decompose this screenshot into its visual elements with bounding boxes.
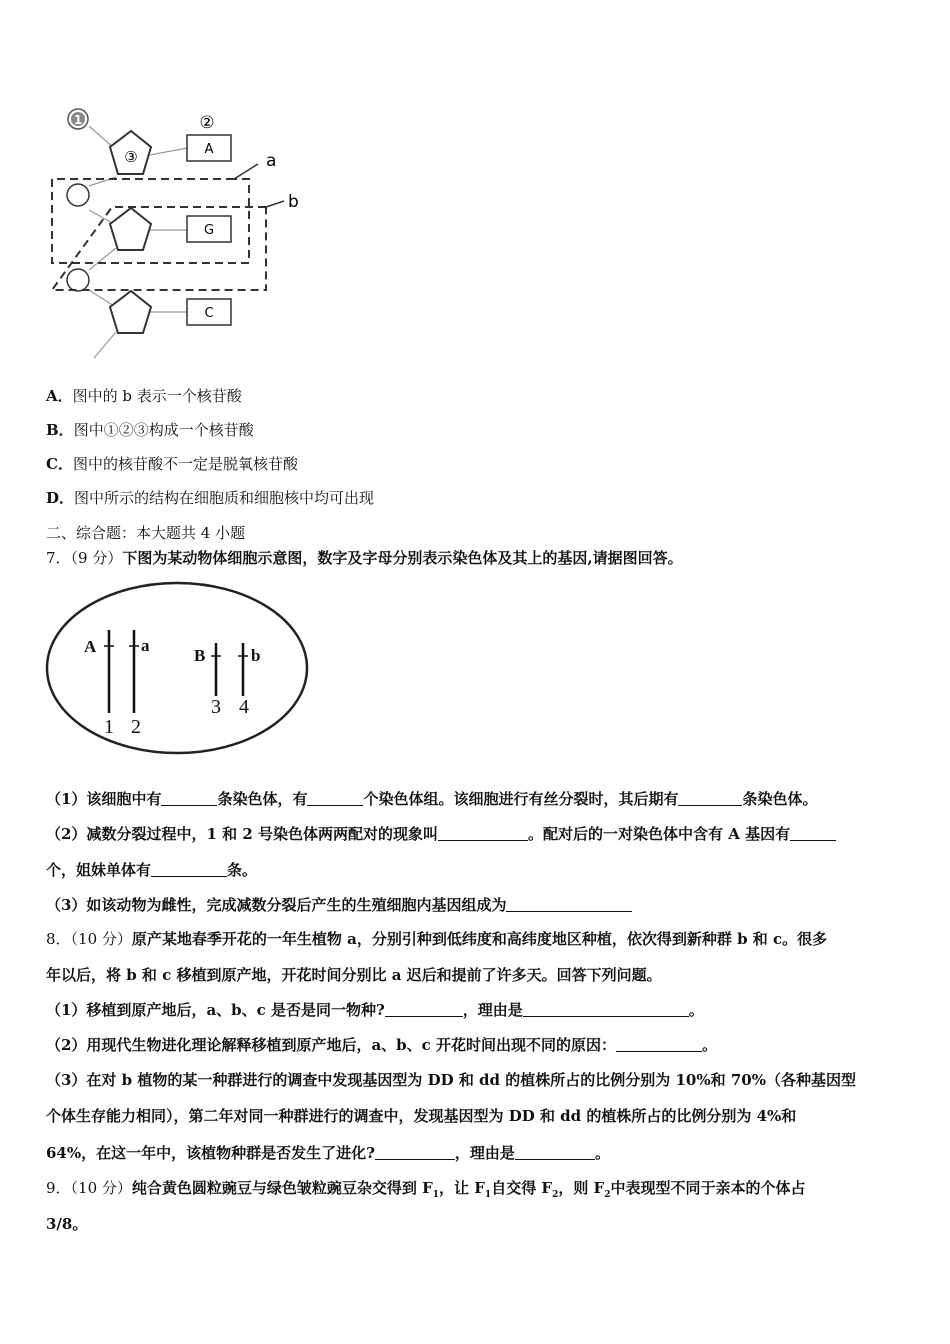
cell-chromosome-figure	[44, 578, 314, 758]
chromosome-number-4: 4	[239, 696, 249, 718]
answer-blank[interactable]	[438, 825, 528, 841]
q7-part-1: （1）该细胞中有 条染色体，有 个染色体组。该细胞进行有丝分裂时，其后期有 条染色体。	[46, 790, 818, 808]
answer-blank[interactable]	[678, 790, 742, 806]
q8-part-1: （1）移植到原产地后，a、b、c 是否是同一物种? ，理由是 。	[46, 1001, 704, 1019]
circled-label-2: ②	[199, 113, 215, 133]
gene-label-A: A	[84, 637, 97, 656]
option-c: C．图中的核苷酸不一定是脱氧核苷酸	[46, 455, 298, 473]
gene-label-b: b	[251, 646, 261, 665]
pentose-sugar-2	[110, 208, 151, 250]
question-7-stem: 7．（9 分）下图为某动物体细胞示意图，数字及字母分别表示染色体及其上的基因,请据图回答。	[46, 549, 683, 567]
answer-blank[interactable]	[523, 1001, 689, 1017]
answer-blank[interactable]	[375, 1144, 455, 1160]
option-b: B．图中①②③构成一个核苷酸	[46, 421, 254, 439]
q7-part-3: （3）如该动物为雌性，完成减数分裂后产生的生殖细胞内基因组成为	[46, 895, 632, 915]
phosphate-circle-2	[67, 184, 89, 206]
dna-strand-figure	[44, 100, 334, 370]
option-a: A．图中的 b 表示一个核苷酸	[46, 387, 242, 405]
option-d: D．图中所示的结构在细胞质和细胞核中均可出现	[46, 489, 375, 507]
phosphate-circle-3	[67, 269, 89, 291]
answer-blank[interactable]	[515, 1144, 595, 1160]
answer-blank[interactable]	[616, 1036, 702, 1052]
base-label-C: C	[204, 306, 214, 321]
chromosome-number-3: 3	[211, 696, 221, 718]
answer-blank[interactable]	[385, 1001, 463, 1017]
question-8-stem: 8．（10 分）原产某地春季开花的一年生植物 a，分别引种到低纬度和高纬度地区种植，依次得到新种群 b 和 c。很多	[46, 930, 828, 948]
answer-blank[interactable]	[506, 896, 632, 912]
pentose-sugar-3	[110, 291, 151, 333]
q8-part-3: （3）在对 b 植物的某一种群进行的调查中发现基因型为 DD 和 dd 的植株所占的比例分别为 10%和 70%（各种基因型	[46, 1071, 856, 1089]
section-2-title: 二、综合题：本大题共 4 小题	[46, 524, 246, 542]
circled-label-3: ③	[124, 148, 138, 166]
answer-blank[interactable]	[307, 790, 363, 806]
answer-blank[interactable]	[790, 825, 836, 841]
cell-membrane	[47, 583, 307, 753]
base-label-G: G	[203, 223, 215, 238]
gene-label-a: a	[141, 636, 150, 655]
answer-blank[interactable]	[161, 790, 217, 806]
q8-part-3-cont: 个体生存能力相同），第二年对同一种群进行的调查中，发现基因型为 DD 和 dd 的植株所占的比例分别为 4%和	[46, 1107, 797, 1125]
bracket-label-b: b	[288, 192, 299, 212]
gene-label-B: B	[194, 646, 206, 665]
question-9-stem: 9．（10 分）纯合黄色圆粒豌豆与绿色皱粒豌豆杂交得到 $F_1$，让 $F_1$自交得 $F_2$，则 $F_2$中表现型不同于亲本的个体占	[46, 1179, 806, 1200]
answer-blank[interactable]	[151, 861, 227, 877]
svg-text:1: 1	[73, 113, 83, 127]
circled-label-1	[68, 109, 88, 129]
q7-part-2-cont: 个，姐妹单体有 条。	[46, 861, 258, 879]
question-8-stem-cont: 年以后，将 b 和 c 移植到原产地，开花时间分别比 a 迟后和提前了许多天。回答下列问题。	[46, 966, 662, 984]
q8-part-2: （2）用现代生物进化理论解释移植到原产地后，a、b、c 开花时间出现不同的原因： 。	[46, 1036, 718, 1054]
chromosome-number-2: 2	[131, 716, 141, 738]
q8-part-3-end: 64%，在这一年中，该植物种群是否发生了进化? ，理由是 。	[46, 1144, 610, 1162]
question-9-stem-cont: 3/8。	[46, 1215, 88, 1233]
q7-part-2: （2）减数分裂过程中，1 和 2 号染色体两两配对的现象叫 。配对后的一对染色体中含有 A 基因有	[46, 824, 836, 844]
base-label-A: A	[204, 142, 214, 157]
chromosome-number-1: 1	[104, 716, 114, 738]
bracket-label-a: a	[266, 151, 277, 171]
